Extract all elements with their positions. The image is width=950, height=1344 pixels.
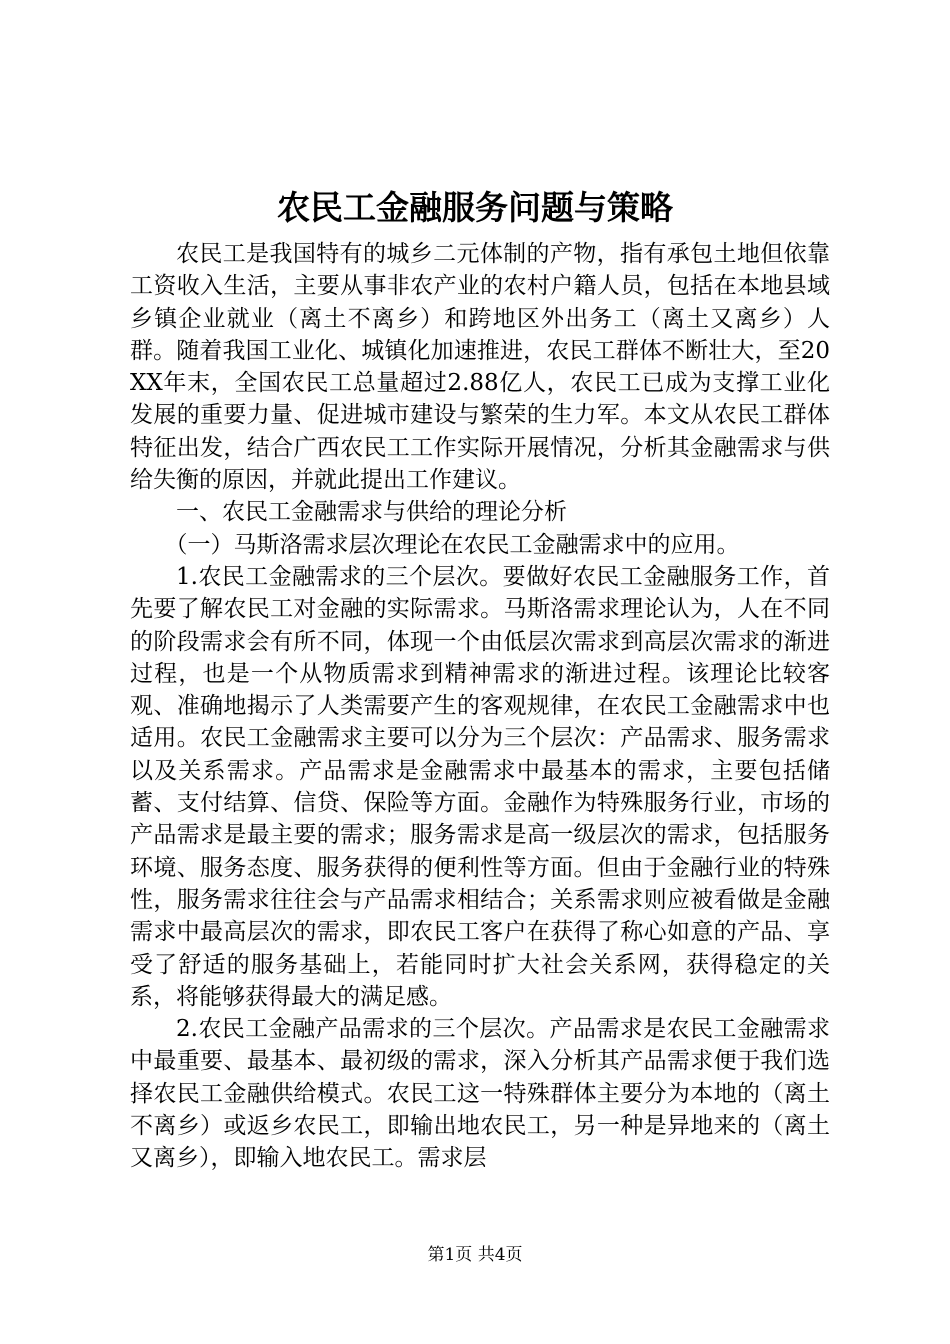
document-body bbox=[130, 238, 830, 1175]
subsection-heading-1: （一）马斯洛需求层次理论在农民工金融需求中的应用。 bbox=[164, 531, 740, 558]
point-1-paragraph: 1.农民工金融需求的三个层次。要做好农民工金融服务工作，首先要了解农民工对金融的实际需求。马斯洛需求理论认为，人在不同的阶段需求会有所不同，体现一个由低层次需求到高层次需求的渐进过程，也是一个从物质需求到精神需求的渐进过程。该理论比较客观、准确地揭示了人类需要产生的客观规律，在农民工金融需求中也适用。农民工金融需求主要可以分为三个层次：产品需求、服务需求以及关系需求。产品需求是金融需求中最基本的需求，主要包括储蓄、支付结算、信贷、保险等方面。金融作为特殊服务行业，市场的产品需求是最主要的需求；服务需求是高一级层次的需求，包括服务环境、服务态度、服务获得的便利性等方面。但由于金融行业的特殊性，服务需求往往会与产品需求相结合；关系需求则应被看做是金融需求中最高层次的需求，即农民工客户在获得了称心如意的产品、享受了舒适的服务基础上，若能同时扩大社会关系网，获得稳定的关系，将能够获得最大的满足感。 bbox=[130, 563, 830, 1010]
section-heading-1: 一、农民工金融需求与供给的理论分析 bbox=[176, 499, 567, 526]
page-footer: 第1页 共4页 bbox=[427, 1245, 523, 1265]
point-2-paragraph: 2.农民工金融产品需求的三个层次。产品需求是农民工金融需求中最重要、最基本、最初级的需求，深入分析其产品需求便于我们选择农民工金融供给模式。农民工这一特殊群体主要分为本地的（离土不离乡）或返乡农民工，即输出地农民工，另一种是异地来的（离土又离乡），即输入地农民工。需求层 bbox=[130, 1016, 830, 1172]
document-title: 农民工金融服务问题与策略 bbox=[277, 188, 673, 227]
intro-paragraph: 农民工是我国特有的城乡二元体制的产物，指有承包土地但依靠工资收入生活，主要从事非农产业的农村户籍人员，包括在本地县域乡镇企业就业（离土不离乡）和跨地区外出务工（离土又离乡）人群。随着我国工业化、城镇化加速推进，农民工群体不断壮大，至20XX年末，全国农民工总量超过2.88亿人，农民工已成为支撑工业化发展的重要力量、促进城市建设与繁荣的生力军。本文从农民工群体特征出发，结合广西农民工工作实际开展情况，分析其金融需求与供给失衡的原因，并就此提出工作建议。 bbox=[130, 241, 830, 494]
